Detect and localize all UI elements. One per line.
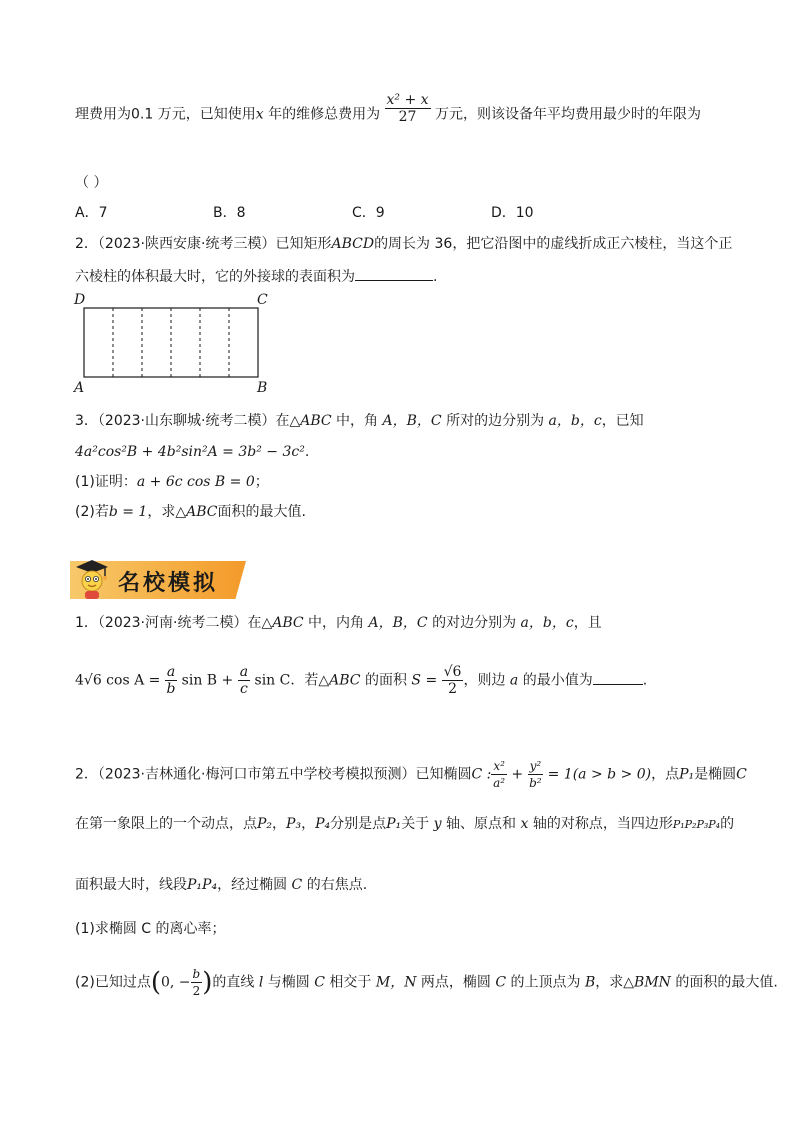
fraction-numerator: a (239, 664, 249, 680)
math-var: P₃ (286, 816, 302, 832)
vertex-label-d: D (74, 292, 86, 308)
math-var: A，B，C (382, 413, 442, 429)
math-var: y (433, 816, 442, 832)
sim-question-2-part2 (75, 966, 778, 999)
fraction (165, 664, 177, 697)
fraction-denominator: a² (493, 776, 506, 790)
text-segment: 轴的对称点，当四边形 (528, 816, 673, 832)
question-3-part2 (75, 503, 306, 521)
text-segment: ，求 (595, 974, 624, 991)
math-var: C (736, 766, 747, 783)
math-var: x (520, 816, 529, 832)
fraction-numerator: x² (493, 759, 505, 773)
option-b: B．8 (213, 205, 246, 221)
text-segment: 的最小值为 (518, 672, 593, 689)
text-segment: 年的维修总费用为 (263, 106, 385, 123)
text-segment: 面积的最大值. (217, 504, 306, 520)
prev-question-line1 (75, 92, 702, 131)
question-source: （2023·陕西安康·统考三模） (97, 236, 276, 252)
question-source: （2023·吉林通化·梅河口市第五中学校考模拟预测） (97, 766, 416, 783)
question-source: （2023·山东聊城·统考二模） (97, 413, 276, 429)
section-banner (70, 561, 246, 599)
math-var: B (584, 974, 596, 991)
part-label: (2)若 (75, 504, 109, 520)
text-segment: . (304, 444, 310, 460)
option-a: A．7 (75, 205, 108, 221)
math-var: a，b，c (548, 413, 602, 429)
math-var: ABCD (331, 236, 375, 252)
fraction-numerator: b (192, 967, 201, 981)
sim-question-2-line3 (75, 876, 367, 894)
math-var: P₂ (257, 816, 273, 832)
text-segment: 在 (247, 615, 262, 631)
text-segment: ，则边 (463, 672, 510, 689)
fraction (528, 758, 544, 791)
text-segment: 在 (275, 413, 290, 429)
math-var: P₁P₂P₃P₄ (672, 818, 721, 831)
fraction-denominator: b (166, 681, 176, 697)
math-expression: S = (411, 672, 442, 689)
math-var: a，b，c (520, 615, 574, 631)
math-var: P₄ (315, 816, 331, 832)
math-var: A，B，C (368, 615, 428, 631)
option-c: C．9 (352, 205, 385, 221)
math-var: P₁ (386, 816, 402, 832)
text-segment: 理费用为0.1 万元，已知使用 (75, 106, 256, 123)
math-var: C : (471, 766, 492, 783)
answer-blank (593, 670, 643, 685)
math-var: l (258, 974, 264, 991)
math-triangle: △BMN (623, 974, 671, 991)
math-expression: sin C (250, 672, 291, 689)
fraction-numerator: x² + x (386, 92, 429, 108)
math-var: C (291, 877, 303, 893)
text-segment: . (433, 269, 438, 285)
text-segment: 分别是点 (330, 816, 387, 832)
sim-question-2-line2 (75, 815, 734, 834)
text-segment: ，已知 (601, 413, 644, 429)
question-number: 3． (75, 413, 98, 429)
question-3-equation (75, 443, 309, 461)
fraction-numerator: √6 (443, 664, 462, 680)
text-segment: 的 (720, 816, 735, 832)
text-segment: 相交于 (324, 974, 376, 991)
math-equation: b = 1 (108, 504, 148, 520)
text-segment: ，经过椭圆 (217, 877, 292, 893)
text-segment: 已知矩形 (275, 236, 332, 252)
sim-question-1-line1 (75, 614, 602, 632)
math-var: M，N (375, 974, 417, 991)
fraction (491, 758, 507, 791)
math-expression: = 1(a > b > 0) (543, 766, 652, 783)
fraction-numerator: a (166, 664, 176, 680)
fraction-denominator: 27 (398, 109, 417, 125)
vertex-label-b: B (257, 380, 268, 396)
text-segment: 是椭圆 (694, 766, 737, 783)
math-var: C (495, 974, 507, 991)
fraction (442, 664, 464, 697)
text-segment: 六棱柱的体积最大时，它的外接球的表面积为 (75, 269, 355, 285)
math-expression: 0, − (161, 974, 191, 991)
fraction (191, 966, 203, 999)
text-segment: 的面积 (360, 672, 412, 689)
sim-question-2-part1: (1)求椭圆 C 的离心率； (75, 921, 226, 937)
fraction-numerator: y² (529, 759, 542, 773)
question-2-line1 (75, 235, 732, 253)
banner-title: 名校模拟 (118, 571, 219, 596)
sim-question-1-line2 (75, 664, 647, 697)
fraction (238, 664, 250, 697)
text-segment: 面积最大时，线段 (75, 877, 187, 893)
text-segment: ， (272, 816, 287, 832)
vertex-label-a: A (74, 380, 85, 396)
text-segment: ．若 (290, 672, 319, 689)
question-source: （2023·河南·统考二模） (97, 615, 248, 631)
text-segment: 两点，椭圆 (416, 974, 496, 991)
text-segment: 在第一象限上的一个动点，点 (75, 816, 257, 832)
question-number: 1． (75, 615, 98, 631)
paren-close: ) (202, 967, 213, 998)
text-segment: 已知椭圆 (415, 766, 472, 783)
rectangle-figure (70, 290, 280, 398)
text-segment: 的上顶点为 (506, 974, 585, 991)
text-segment: ，且 (573, 615, 602, 631)
paren-open: ( (150, 967, 161, 998)
math-triangle: △ABC (175, 504, 218, 520)
text-segment: 与椭圆 (263, 974, 315, 991)
part-label: (1)证明： (75, 474, 137, 490)
text-segment: 的面积的最大值. (670, 974, 778, 991)
text-segment: 中，内角 (303, 615, 369, 631)
text-segment: 的右焦点. (302, 877, 368, 893)
question-number: 2． (75, 236, 98, 252)
text-segment: ； (254, 474, 269, 490)
question-number: 2． (75, 766, 98, 783)
answer-blank (355, 266, 433, 281)
option-d: D．10 (491, 205, 534, 221)
math-var: a (509, 672, 519, 689)
text-segment: 的周长为 36，把它沿图中的虚线折成正六棱柱，当这个正 (374, 236, 733, 252)
text-segment: 万元，则该设备年平均费用最少时的年限为 (430, 106, 702, 123)
fraction-denominator: 2 (448, 681, 458, 697)
math-equation: 4a²cos²B + 4b²sin²A = 3b² − 3c² (75, 444, 305, 460)
text-segment: 关于 (401, 816, 434, 832)
text-segment: . (642, 672, 648, 689)
question-3-part1 (75, 473, 269, 491)
fraction-denominator: b² (529, 776, 542, 790)
math-var: x (255, 106, 264, 123)
text-segment: 所对的边分别为 (441, 413, 549, 429)
math-var: P₁P₄ (187, 877, 218, 893)
text-segment: 的直线 (212, 974, 259, 991)
text-segment: 的对边分别为 (427, 615, 521, 631)
math-operator: + (506, 766, 528, 783)
text-segment: ，点 (651, 766, 680, 783)
sim-question-2-line1 (75, 758, 747, 791)
answer-paren: （ ） (75, 175, 108, 191)
fraction (385, 92, 431, 125)
math-equation: a + 6c cos B = 0 (136, 474, 255, 490)
text-segment: ，求 (147, 504, 176, 520)
text-segment: ， (301, 816, 316, 832)
text-segment: 中，角 (331, 413, 383, 429)
fraction-denominator: c (239, 681, 248, 697)
doctor-mascot-icon (72, 557, 112, 601)
math-expression: sin B + (177, 672, 238, 689)
math-triangle: △ABC (289, 413, 332, 429)
math-var: C (314, 974, 325, 991)
math-var: P₁ (679, 766, 695, 783)
rectangle-outline (84, 308, 258, 377)
vertex-label-c: C (257, 292, 268, 308)
fraction-denominator: 2 (192, 984, 201, 998)
math-triangle: △ABC (318, 672, 361, 689)
text-segment: 轴、原点和 (441, 816, 521, 832)
math-triangle: △ABC (261, 615, 304, 631)
text-segment: (2)已知过点 (75, 974, 151, 991)
question-3-line1 (75, 412, 644, 430)
math-expression: 4√6 cos A = (75, 672, 165, 689)
question-2-line2 (75, 266, 437, 286)
